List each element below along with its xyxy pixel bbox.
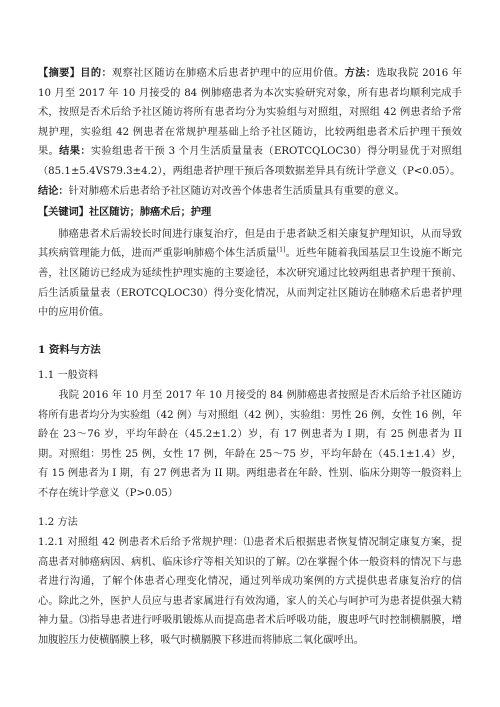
- intro-text-b: 。近些年随着我国基层卫生设施不断完善，社区随访已经成为延续性护理实施的主要途径，本次研究通过比较两组患者护理干预前、后生活质量量表（EROTCQLOC30）得分变化情况，从而判定社区随访在肺癌术后患者护理中的应用价值。: [38, 248, 463, 319]
- intro-paragraph: [38, 225, 462, 323]
- abstract-aim: 观察社区随访在肺癌术后患者护理中的应用价值。: [112, 68, 345, 79]
- abstract-methods: 选取我院 2016 年 10 月至 2017 年 10 月接受的 84 例肺癌患者为本次实验研究对象，所有患者均顺利完成手术，按照是否术后给予社区随访将所有患者均分为实验组与对照组，对照组 42 例患者给予常规护理，实验组 42 例患者在常规护理基础上给予社区随访，比较两组患者术后护理干预效果。: [38, 68, 463, 158]
- abstract-conclusion: 针对肺癌术后患者给予社区随访对改善个体患者生活质量具有重要的意义。: [68, 185, 405, 197]
- section-heading: 1 资料与方法: [38, 343, 101, 356]
- keywords: [38, 203, 462, 223]
- keywords-label: 【关键词】: [38, 206, 89, 219]
- citation-ref: [1]: [276, 246, 286, 254]
- intro-text-a: 肺癌患者术后需较长时间进行康复治疗，但是由于患者缺乏相关康复护理知识，从而导致其疾病管理能力低，进而严重影响肺癌个体生活质量: [38, 228, 462, 260]
- subsection-1-1-text: 我院 2016 年 10 月至 2017 年 10 月接受的 84 例肺癌患者按照是否术后给予社区随访将所有患者均分为实验组（42 例）与对照组（42 例），实验组：男性 26 例，女性 16 例，年龄在 23～76 岁，平均年龄在（45.2±1.2）岁，有 17 例患者为 I 期，有 25 例患者为 II 期。对照组：男性 25 例，女性 17 例，年龄在 25～75 岁，平均年龄在（45.1±1.4）岁，有 15 例患者为 I 期，有 27 例患者为 II 期。两组患者在年龄、性别、临床分期等一般资料上不存在统计学意义（P>0.05）: [38, 389, 462, 499]
- subsection-heading-1-1: 1.1 一般资料: [38, 370, 99, 382]
- abstract-label: 【摘要】目的：: [38, 67, 113, 79]
- conclusion-label: 结论：: [38, 184, 69, 197]
- results-label: 结果：: [59, 145, 91, 158]
- abstract-results: 实验组患者干预 3 个月生活质量量表（EROTCQLOC30）得分明显优于对照组（85.1±5.4VS79.3±4.2），两组患者护理干预后各项数据差异具有统计学意义（P<0.05）。: [38, 146, 463, 177]
- methods-label: 方法：: [344, 67, 377, 79]
- subsection-1-2-text: 1.2.1 对照组 42 例患者术后给予常规护理：⑴患者术后根据患者恢复情况制定康复方案，提高患者对肺癌病因、病机、临床诊疗等相关知识的了解。⑵在掌握个体一般资料的情况下与患者进行沟通，了解个体患者心理变化情况，通过列举成功案例的方式提供患者康复治疗的信心。除此之外，医护人员应与患者家属进行有效沟通，家人的关心与呵护可为患者提供强大精神力量。⑶指导患者进行呼吸肌锻炼从而提高患者术后呼吸功能，腹患呼气时控制横膈膜，增加腹腔压力使横膈膜上移，吸气时横膈膜下移进而将肺底二氧化碳呼出。: [38, 537, 462, 647]
- keywords-text: 社区随访；肺癌术后；护理: [88, 206, 212, 219]
- abstract: [38, 64, 462, 201]
- subsection-heading-1-2: 1.2 方法: [38, 517, 78, 529]
